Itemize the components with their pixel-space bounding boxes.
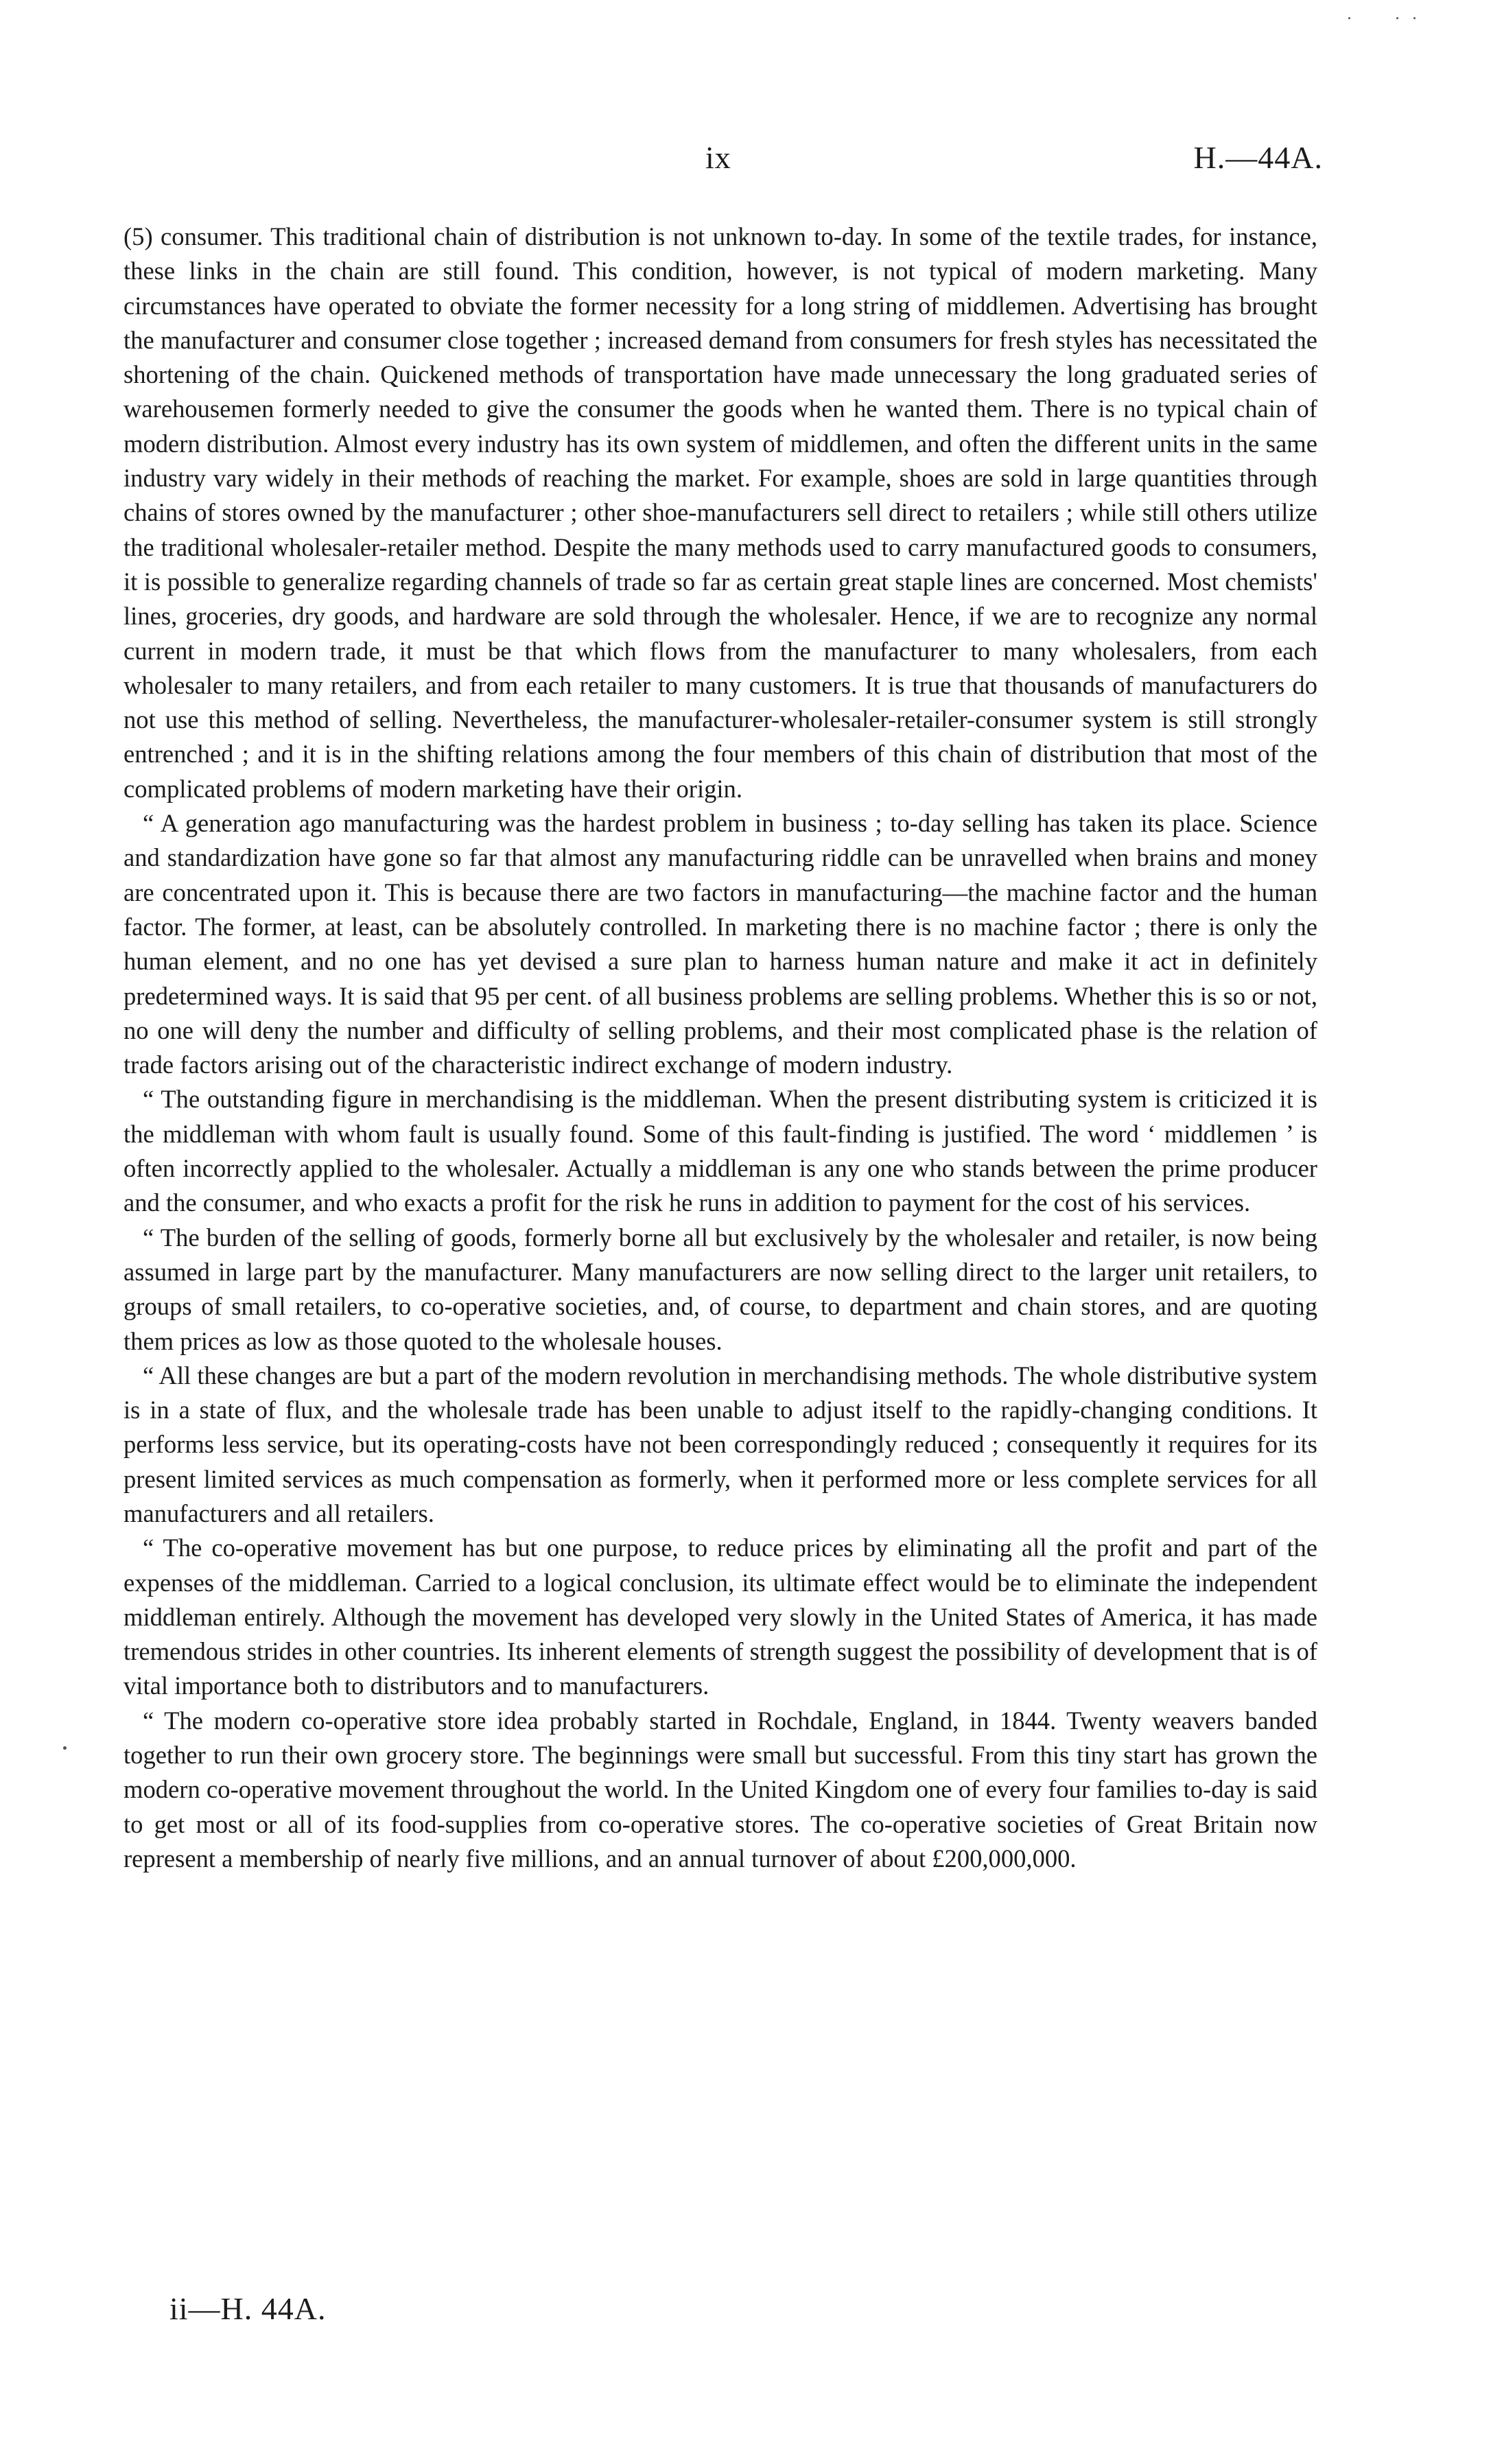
paragraph: (5) consumer. This traditional chain of distribution is not unknown to-day. In some of the textile trades, for instance, these links in the chain are still found. This condition, however, is not typical of modern marketing. Many circumstances have operated to obviate the former necessity for a long string of middlemen. Advertising has brought the manufacturer and consumer close together ; increased demand from consumers for fresh styles has necessitated the shortening of the chain. Quickened methods of transportation have made unnecessary the long graduated series of warehousemen formerly needed to give the consumer the goods when he wanted them. There is no typical chain of modern distribution. Almost every industry has its own system of middlemen, and often the different units in the same industry vary widely in their methods of reaching the market. For example, shoes are sold in large quantities through chains of stores owned by the manufacturer ; other shoe-manufacturers sell direct to retailers ; while still others utilize the traditional wholesaler-retailer method. Despite the many methods used to carry manufactured goods to consumers, it is possible to generalize regarding channels of trade so far as certain great staple lines are concerned. Most chemists' lines, groceries, dry goods, and hardware are sold through the wholesaler. Hence, if we are to recognize any normal current in modern trade, it must be that which flows from the manufacturer to many wholesalers, from each wholesaler to many retailers, and from each retailer to many customers. It is true that thousands of manufacturers do not use this method of selling. Nevertheless, the manufacturer-wholesaler-retailer-consumer system is still strongly entrenched ; and it is in the shifting relations among the four members of this chain of distribution that most of the complicated problems of modern marketing have their origin. bbox=[124, 222, 1317, 803]
page-number: ix bbox=[705, 140, 731, 175]
paragraph: “ The co-operative movement has but one purpose, to reduce prices by eliminating all the profit and part of the expenses of the middleman. Carried to a logical conclusion, its ultimate effect would be to eliminate the independent middleman entirely. Although the movement has developed very slowly in the United States of America, it has made tremendous strides in other countries. Its inherent elements of strength suggest the possibility of development that is of vital importance both to distributors and to manufacturers. bbox=[124, 1534, 1317, 1700]
scan-speck bbox=[63, 1746, 67, 1750]
scan-speck bbox=[1413, 17, 1416, 19]
paragraph: “ All these changes are but a part of the modern revolution in merchandising methods. The whole distributive system is in a state of flux, and the wholesale trade has been unable to adjust itself to the rapidly-changing conditions. It performs less service, but its operating-costs have not been correspondingly reduced ; consequently it requires for its present limited services as much compensation as formerly, when it performed more or less complete services for all manufacturers and all retailers. bbox=[124, 1361, 1317, 1527]
paragraph: “ The outstanding figure in merchandising is the middleman. When the present distributing system is criticized it is the middleman with whom fault is usually found. Some of this fault-finding is justified. The word ‘ middlemen ’ is often incorrectly applied to the wholesaler. Actually a middleman is any one who stands between the prime producer and the consumer, and who exacts a profit for the risk he runs in addition to payment for the cost of his services. bbox=[124, 1085, 1317, 1217]
paragraph: “ A generation ago manufacturing was the hardest problem in business ; to-day selling has taken its place. Science and standardization have gone so far that almost any manufacturing riddle can be unravelled when brains and money are concentrated upon it. This is because there are two factors in manufacturing—the machine factor and the human factor. The former, at least, can be absolutely controlled. In marketing there is no machine factor ; there is only the human element, and no one has yet devised a sure plan to harness human nature and make it act in definitely predetermined ways. It is said that 95 per cent. of all business problems are selling problems. Whether this is so or not, no one will deny the number and difficulty of selling problems, and their most complicated phase is the relation of trade factors arising out of the characteristic indirect exchange of modern industry. bbox=[124, 809, 1317, 1079]
scan-speck bbox=[1396, 17, 1398, 19]
signature-mark: ii—H. 44A. bbox=[169, 2291, 327, 2326]
paragraph: “ The burden of the selling of goods, formerly borne all but exclusively by the wholesaler and retailer, is now being assumed in large part by the manufacturer. Many manufacturers are now selling direct to the larger unit retailers, to groups of small retailers, to co-operative societies, and, of course, to department and chain stores, and are quoting them prices as low as those quoted to the wholesale houses. bbox=[124, 1223, 1317, 1355]
scan-speck bbox=[1348, 17, 1350, 19]
paragraph: “ The modern co-operative store idea probably started in Rochdale, England, in 1844. Twenty weavers banded together to run their own grocery store. The beginnings were small but successful. From this tiny start has grown the modern co-operative movement throughout the world. In the United Kingdom one of every four families to-day is said to get most or all of its food-supplies from co-operative stores. The co-operative societies of Great Britain now represent a membership of nearly five millions, and an annual turnover of about £200,000,000. bbox=[124, 1706, 1317, 1873]
document-reference: H.—44A. bbox=[1193, 140, 1323, 175]
body-text bbox=[124, 220, 1317, 1876]
